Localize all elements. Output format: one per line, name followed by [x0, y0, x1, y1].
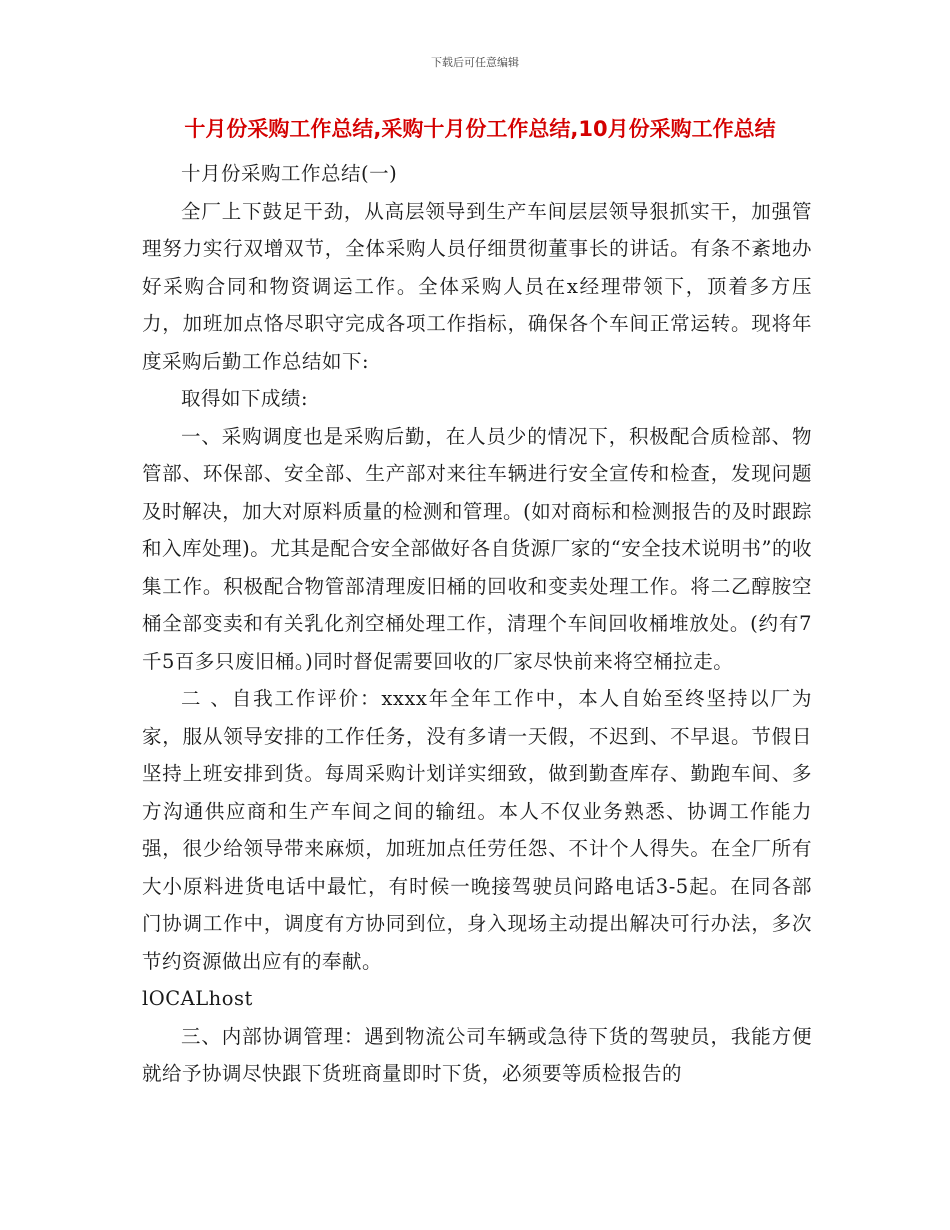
paragraph: 一、采购调度也是采购后勤，在人员少的情况下，积极配合质检部、物管部、环保部、安全部、生产部对来往车辆进行安全宣传和检查，发现问题及时解决，加大对原料质量的检测和管理。(如对商标和检测报告的及时跟踪和入库处理)。尤其是配合安全部做好各自货源厂家的“安全技术说明书”的收集工作。积极配合物管部清理废旧桶的回收和变卖处理工作。将二乙醇胺空桶全部变卖和有关乳化剂空桶处理工作，清理个车间回收桶堆放处。(约有7千5百多只废旧桶。)同时督促需要回收的厂家尽快前来将空桶拉走。 — [142, 424, 812, 673]
paragraph: 二 、自我工作评价：xxxx年全年工作中，本人自始至终坚持以厂为家，服从领导安排的工作任务，没有多请一天假，不迟到、不早退。节假日坚持上班安排到货。每周采购计划详实细致，做到勤查库存、勤跑车间、多方沟通供应商和生产车间之间的输纽。本人不仅业务熟悉、协调工作能力强，很少给领导带来麻烦，加班加点任劳任怨、不计个人得失。在全厂所有大小原料进货电话中最忙，有时候一晚接驾驶员问路电话3-5起。在同各部门协调工作中，调度有方协同到位，身入现场主动提出解决可行办法，多次节约资源做出应有的奉献。 — [142, 687, 812, 973]
document-title: 十月份采购工作总结,采购十月份工作总结,10月份采购工作总结 — [184, 117, 776, 141]
paragraph: 三、内部协调管理：遇到物流公司车辆或急待下货的驾驶员，我能方便就给予协调尽快跟下货班商量即时下货，必须要等质检报告的 — [142, 1024, 812, 1085]
stray-text: lOCALhost — [142, 987, 253, 1010]
document-body — [142, 155, 812, 1093]
page-header-note: 下载后可任意编辑 — [431, 56, 519, 69]
paragraph: 全厂上下鼓足干劲，从高层领导到生产车间层层领导狠抓实干，加强管理努力实行双增双节，全体采购人员仔细贯彻董事长的讲话。有条不紊地办好采购合同和物资调运工作。全体采购人员在x经理带领下，顶着多方压力，加班加点恪尽职守完成各项工作指标，确保各个车间正常运转。现将年度采购后勤工作总结如下: — [142, 199, 812, 373]
paragraph: 取得如下成绩: — [181, 387, 309, 410]
section-heading: 十月份采购工作总结(一) — [181, 162, 398, 185]
